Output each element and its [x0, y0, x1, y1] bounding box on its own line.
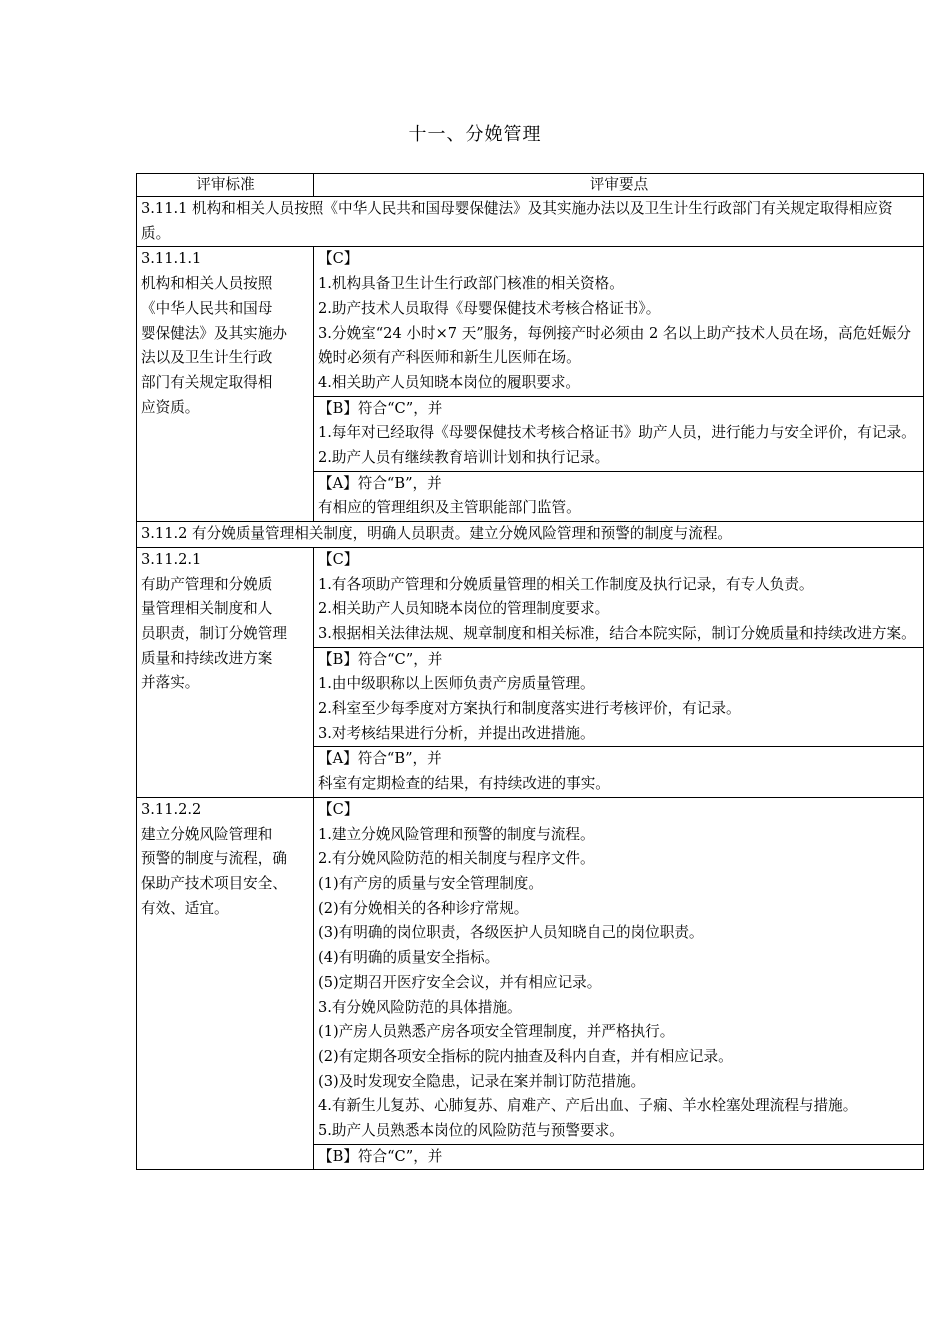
- criterion-line: 有相应的管理组织及主管职能部门监管。: [318, 499, 581, 517]
- standard-text-line: 保助产技术项目安全、: [141, 874, 287, 892]
- criterion-line: 1.每年对已经取得《母婴保健技术考核合格证书》助产人员，进行能力与安全评价，有记录。: [318, 424, 916, 442]
- standard-code: 3.11.2.1: [141, 550, 202, 568]
- criterion-line: 2.助产人员有继续教育培训计划和执行记录。: [318, 449, 610, 467]
- criterion-line: 2.有分娩风险防范的相关制度与程序文件。: [318, 850, 595, 868]
- section-row: [137, 197, 924, 247]
- standard-text-line: 应资质。: [141, 398, 200, 416]
- criterion-line: 3.对考核结果进行分析，并提出改进措施。: [318, 724, 595, 742]
- standard-text-line: 婴保健法》及其实施办: [141, 324, 287, 342]
- section-row: [137, 522, 924, 548]
- standard-row: [137, 247, 924, 396]
- criterion-line: 3.有分娩风险防范的具体措施。: [318, 998, 522, 1016]
- criterion-line: (3)有明确的岗位职责，各级医护人员知晓自己的岗位职责。: [318, 924, 704, 942]
- level-b-cell: [314, 1144, 924, 1170]
- level-b-label: 【B】符合“C”，并: [318, 399, 443, 417]
- standard-text-line: 有效、适宜。: [141, 899, 229, 917]
- standard-code: 3.11.1.1: [141, 250, 202, 268]
- criterion-line: (1)有产房的质量与安全管理制度。: [318, 874, 543, 892]
- criterion-line: (1)产房人员熟悉产房各项安全管理制度，并严格执行。: [318, 1023, 675, 1041]
- criterion-line: 5.助产人员熟悉本岗位的风险防范与预警要求。: [318, 1122, 624, 1140]
- standard-text-line: 量管理相关制度和人: [141, 600, 273, 618]
- standard-cell: [137, 797, 314, 1170]
- level-a-cell: [314, 747, 924, 797]
- criterion-line: 2.相关助产人员知晓本岗位的管理制度要求。: [318, 600, 610, 618]
- criterion-line: 科室有定期检查的结果，有持续改进的事实。: [318, 775, 610, 793]
- header-standard: 评审标准: [137, 174, 314, 197]
- level-a-cell: [314, 471, 924, 521]
- standard-text-line: 机构和相关人员按照: [141, 275, 273, 293]
- standard-code: 3.11.2.2: [141, 800, 202, 818]
- standard-cell: [137, 547, 314, 797]
- criterion-line: (3)及时发现安全隐患，记录在案并制订防范措施。: [318, 1072, 646, 1090]
- criterion-line: 1.由中级职称以上医师负责产房质量管理。: [318, 675, 595, 693]
- criterion-line: 3.根据相关法律法规、规章制度和相关标准，结合本院实际，制订分娩质量和持续改进方案。: [318, 624, 916, 642]
- table-header-row: [137, 174, 924, 197]
- level-c-cell: [314, 247, 924, 396]
- header-key-points: 评审要点: [314, 174, 924, 197]
- level-c-label: 【C】: [318, 550, 359, 568]
- standard-text-line: 员职责，制订分娩管理: [141, 624, 287, 642]
- criterion-line: (4)有明确的质量安全指标。: [318, 949, 500, 967]
- criterion-line: 2.科室至少每季度对方案执行和制度落实进行考核评价，有记录。: [318, 700, 741, 718]
- section-heading: 3.11.2 有分娩质量管理相关制度，明确人员职责。建立分娩风险管理和预警的制度与流程。: [137, 522, 924, 548]
- standard-text-line: 法以及卫生计生行政: [141, 349, 273, 367]
- standard-text-line: 有助产管理和分娩质: [141, 575, 273, 593]
- level-c-cell: [314, 797, 924, 1144]
- criterion-line: 1.机构具备卫生计生行政部门核准的相关资格。: [318, 275, 624, 293]
- criterion-line: 1.建立分娩风险管理和预警的制度与流程。: [318, 825, 595, 843]
- standard-row: [137, 547, 924, 647]
- standard-cell: [137, 247, 314, 522]
- level-b-cell: [314, 396, 924, 471]
- level-b-label: 【B】符合“C”，并: [318, 1147, 443, 1165]
- criterion-line: 2.助产技术人员取得《母婴保健技术考核合格证书》。: [318, 299, 661, 317]
- standard-text-line: 质量和持续改进方案: [141, 649, 273, 667]
- level-c-cell: [314, 547, 924, 647]
- criterion-line: 3.分娩室“24 小时×7 天”服务，每例接产时必须由 2 名以上助产技术人员在场，高危妊娠分娩时必须有产科医师和新生儿医师在场。: [318, 324, 911, 367]
- criterion-line: (2)有分娩相关的各种诊疗常规。: [318, 899, 529, 917]
- criterion-line: (5)定期召开医疗安全会议，并有相应记录。: [318, 973, 602, 991]
- standard-row: [137, 797, 924, 1144]
- page-title: 十一、分娩管理: [408, 124, 542, 145]
- level-c-label: 【C】: [318, 250, 359, 268]
- level-b-cell: [314, 647, 924, 747]
- criterion-line: 4.有新生儿复苏、心肺复苏、肩难产、产后出血、子痫、羊水栓塞处理流程与措施。: [318, 1097, 858, 1115]
- section-heading: 3.11.1 机构和相关人员按照《中华人民共和国母婴保健法》及其实施办法以及卫生计生行政部门有关规定取得相应资质。: [137, 197, 924, 247]
- standard-text-line: 建立分娩风险管理和: [141, 825, 273, 843]
- criterion-line: 4.相关助产人员知晓本岗位的履职要求。: [318, 373, 581, 391]
- level-a-label: 【A】符合“B”，并: [318, 474, 442, 492]
- level-a-label: 【A】符合“B”，并: [318, 750, 442, 768]
- standard-text-line: 《中华人民共和国母: [141, 299, 273, 317]
- standard-text-line: 并落实。: [141, 674, 200, 692]
- criterion-line: (2)有定期各项安全指标的院内抽查及科内自查，并有相应记录。: [318, 1047, 733, 1065]
- standard-text-line: 部门有关规定取得相: [141, 373, 273, 391]
- review-table: [136, 173, 924, 1170]
- level-c-label: 【C】: [318, 800, 359, 818]
- criterion-line: 1.有各项助产管理和分娩质量管理的相关工作制度及执行记录，有专人负责。: [318, 575, 814, 593]
- standard-text-line: 预警的制度与流程，确: [141, 850, 287, 868]
- level-b-label: 【B】符合“C”，并: [318, 650, 443, 668]
